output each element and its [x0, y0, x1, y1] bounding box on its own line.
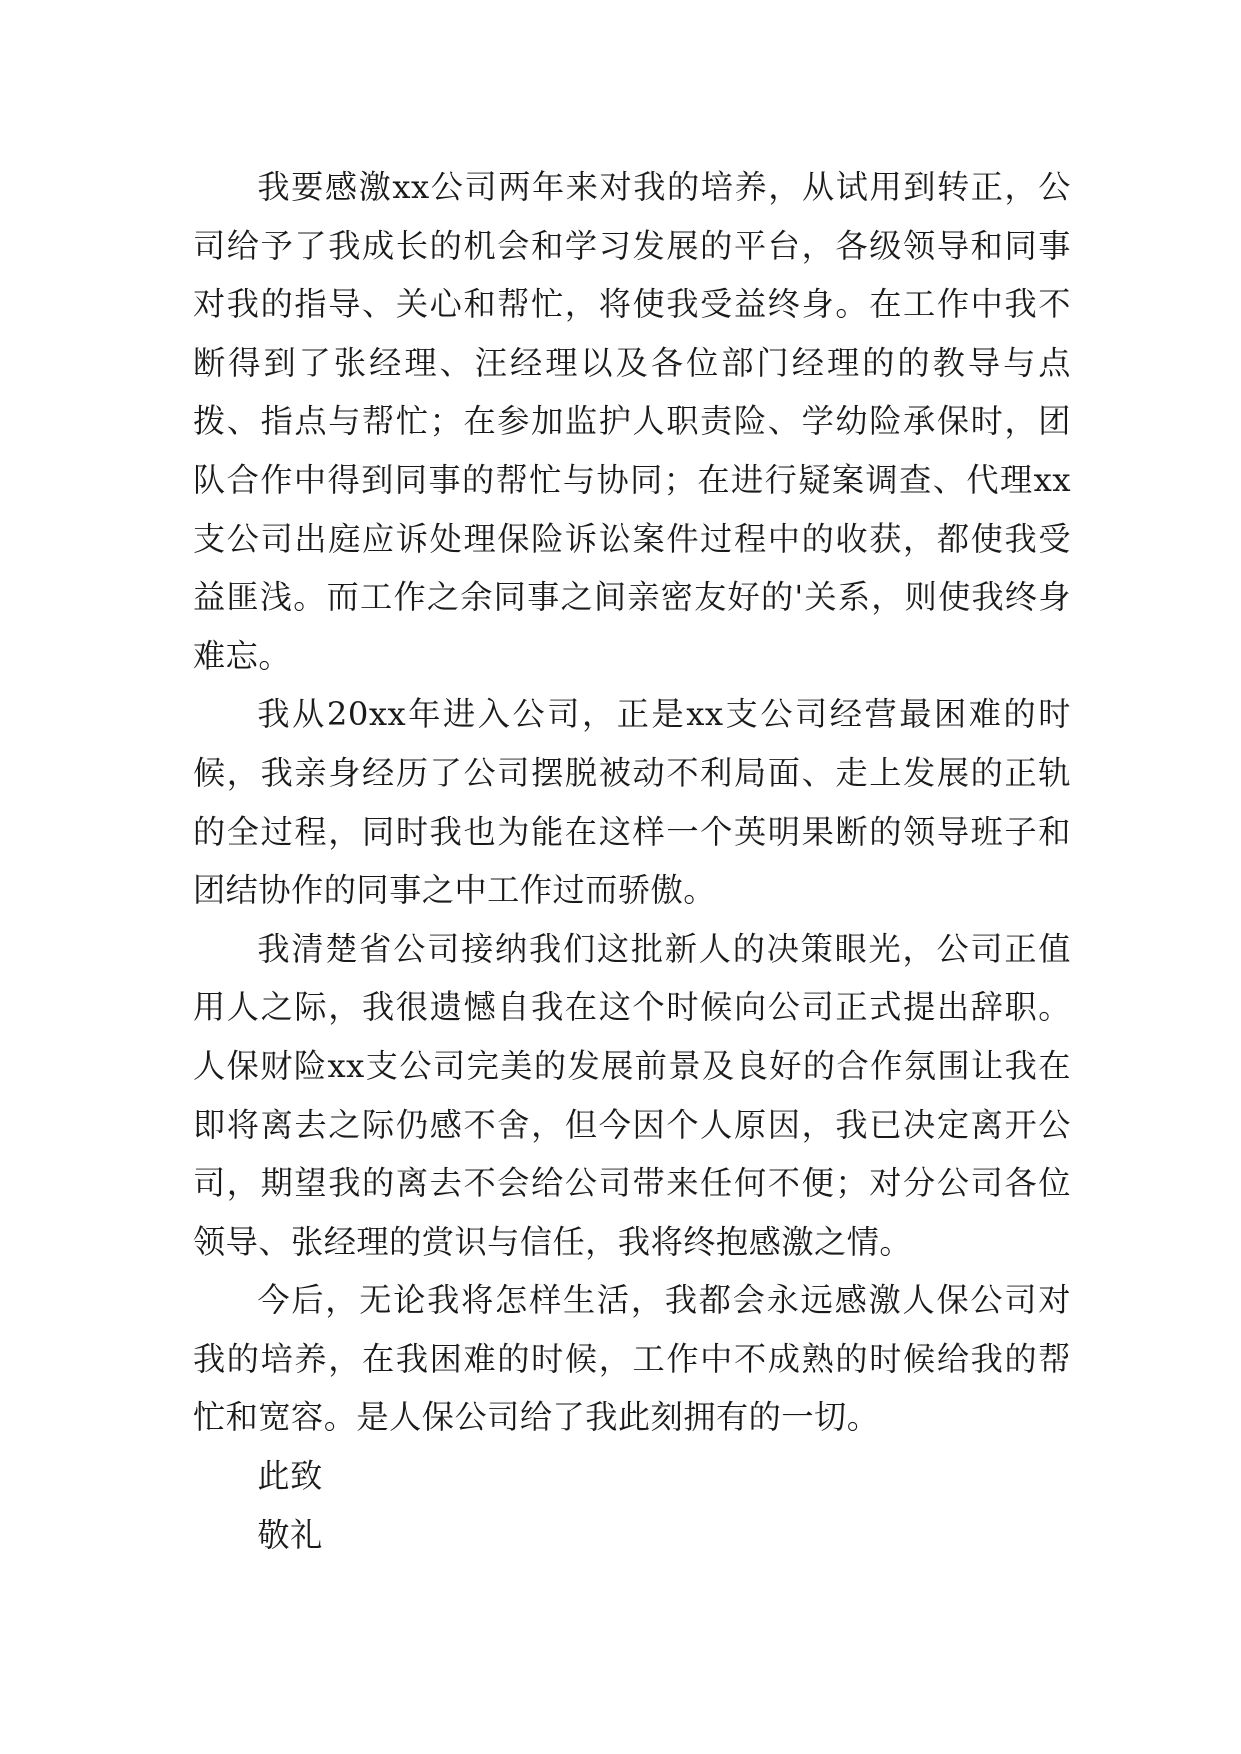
letter-body: [193, 158, 1071, 1564]
paragraph-resignation: 我清楚省公司接纳我们这批新人的决策眼光，公司正值用人之际，我很遗憾自我在这个时候向公司正式提出辞职。人保财险xx支公司完美的发展前景及良好的合作氛围让我在即将离去之际仍感不舍，但今因个人原因，我已决定离开公司，期望我的离去不会给公司带来任何不便；对分公司各位领导、张经理的赏识与信任，我将终抱感激之情。: [193, 929, 1071, 1261]
paragraph-history: 我从20xx年进入公司，正是xx支公司经营最困难的时候，我亲身经历了公司摆脱被动不利局面、走上发展的正轨的全过程，同时我也为能在这样一个英明果断的领导班子和团结协作的同事之中工作过而骄傲。: [193, 695, 1071, 910]
paragraph-gratitude: 我要感激xx公司两年来对我的培养，从试用到转正，公司给予了我成长的机会和学习发展的平台，各级领导和同事对我的指导、关心和帮忙，将使我受益终身。在工作中我不断得到了张经理、汪经理以及各位部门经理的的教导与点拨、指点与帮忙；在参加监护人职责险、学幼险承保时，团队合作中得到同事的帮忙与协同；在进行疑案调查、代理xx支公司出庭应诉处理保险诉讼案件过程中的收获，都使我受益匪浅。而工作之余同事之间亲密友好的'关系，则使我终身难忘。: [193, 168, 1071, 675]
closing-regards: 敬礼: [257, 1515, 323, 1554]
closing-salutation: 此致: [257, 1457, 323, 1496]
paragraph-future: 今后，无论我将怎样生活，我都会永远感激人保公司对我的培养，在我困难的时候，工作中不成熟的时候给我的帮忙和宽容。是人保公司给了我此刻拥有的一切。: [193, 1281, 1071, 1437]
